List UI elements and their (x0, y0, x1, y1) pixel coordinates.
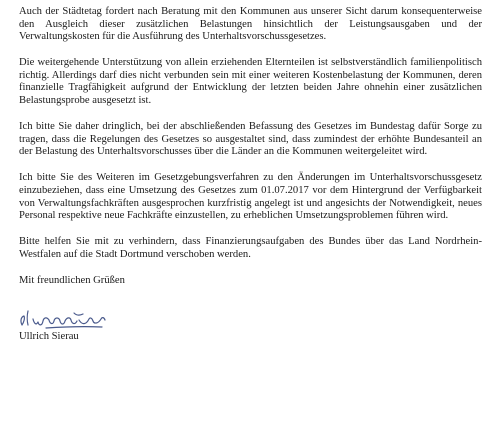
paragraph-financing-shift: Bitte helfen Sie mit zu verhindern, dass Finanzierungsaufgaben des Bundes über das Land Nordrhein-Westfalen auf die Stadt Dortmund verschoben werden. (19, 236, 482, 260)
paragraph-bundestag-request: Ich bitte Sie daher dringlich, bei der abschließenden Befassung des Gesetzes im Bundestag dafür Sorge zu tragen, dass die Regelungen des Gesetzes so ausgestaltet sind, dass zumindest der erhöhte Bundesanteil an der Belastung des Unterhaltsvorschusses über die Länder an die Kommunen weitergeleitet wird. (19, 121, 482, 158)
paragraph-staedtetag: Auch der Städtetag fordert nach Beratung mit den Kommunen aus unserer Sicht darum konsequenterweise den Ausgleich dieser zusätzlichen Belastungen hinsichtlich der Leistungsausgaben und der Verwaltungskosten für die Ausführung des Unterhaltsvorschussgesetzes. (19, 6, 482, 43)
paragraph-implementation-timeline: Ich bitte Sie des Weiteren im Gesetzgebungsverfahren zu den Änderungen im Unterhaltsvorschussgesetz einzubeziehen, dass eine Umsetzung des Gesetzes zum 01.07.2017 vor dem Hintergrund der Verfügbarkeit von Verwaltungsfachkräften ausgesprochen kurzfristig angelegt ist und angesichts der Notwendigkeit, neues Personal respektive neue Fachkräfte einzustellen, zu erheblichen Umsetzungsproblemen führen wird. (19, 172, 482, 222)
handwritten-signature (16, 305, 108, 331)
closing-greeting: Mit freundlichen Grüßen (19, 275, 125, 286)
paragraph-support-single-parents: Die weitergehende Unterstützung von allein erziehenden Elternteilen ist selbstverständlich familienpolitisch richtig. Allerdings darf dies nicht verbunden sein mit einer weiteren Kostenbelastung der Kommunen, deren finanzielle Tragfähigkeit aufgrund der Entwicklung der letzten beiden Jahre ohnehin einer zusätzlichen Belastungsprobe ausgesetzt ist. (19, 57, 482, 107)
signer-name: Ullrich Sierau (19, 330, 79, 342)
